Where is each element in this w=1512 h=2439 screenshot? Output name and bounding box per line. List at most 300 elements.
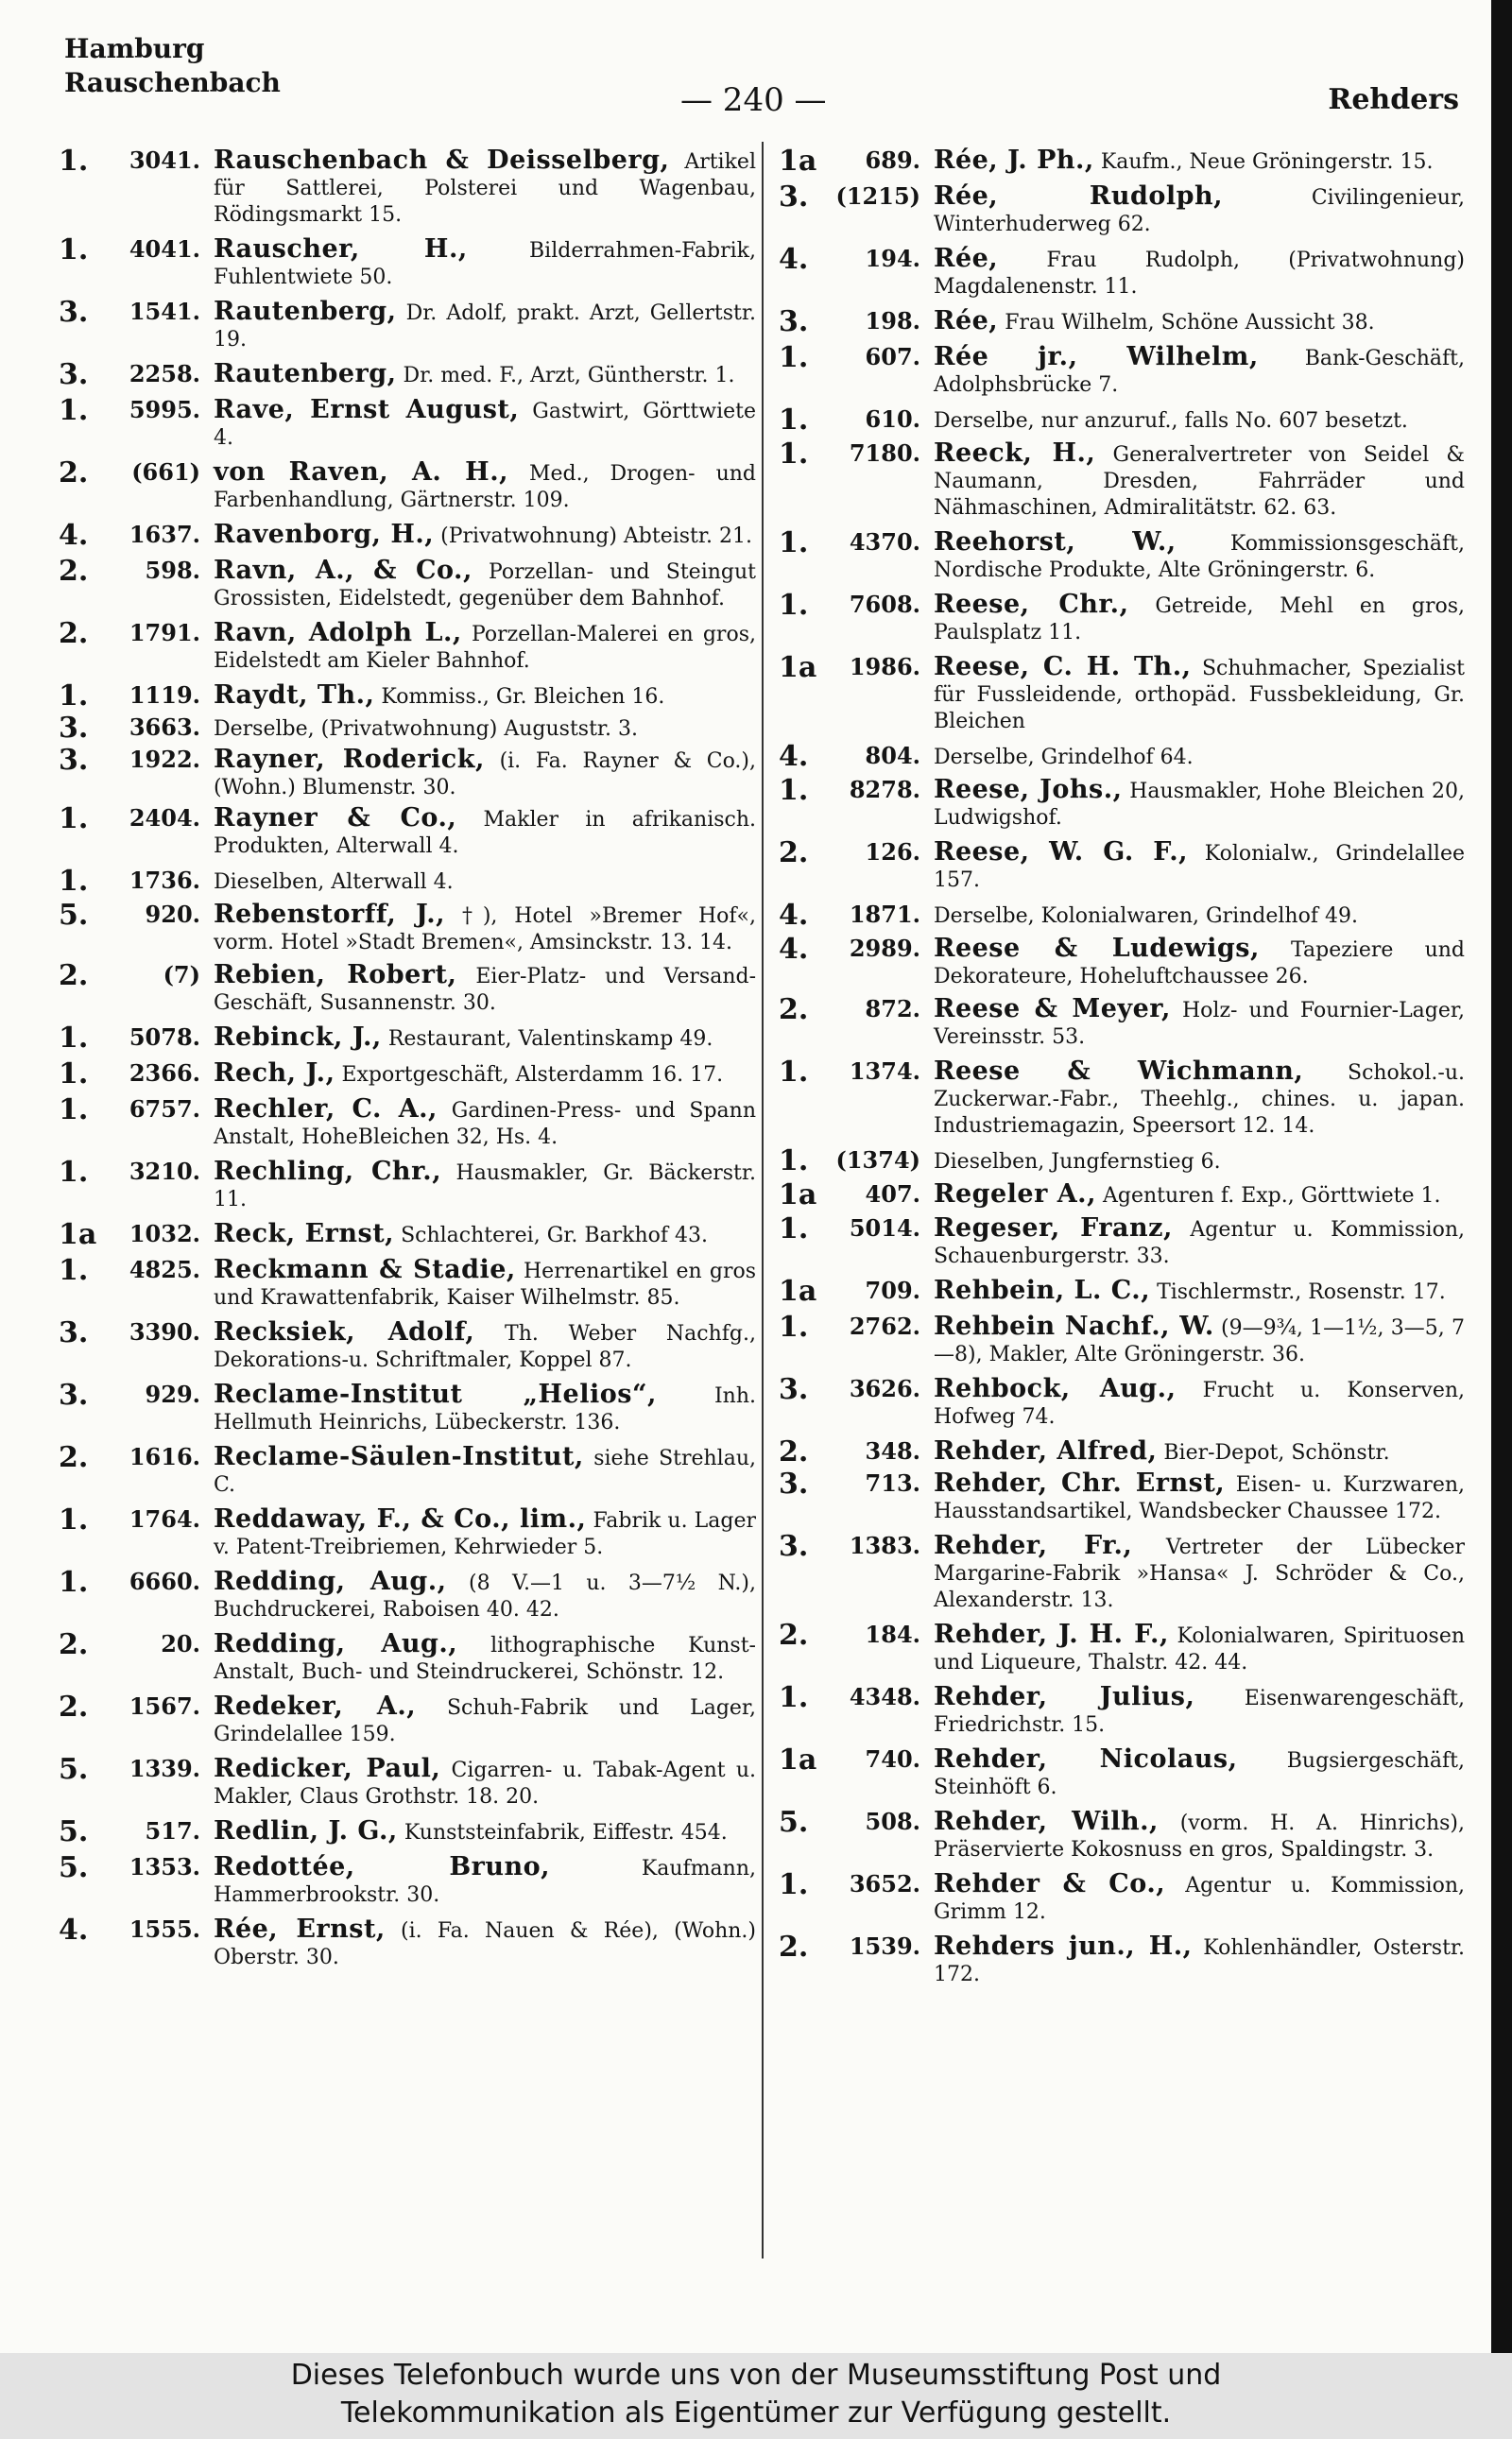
subscriber-name: Redeker, A., (214, 1692, 417, 1721)
directory-entry (779, 1058, 1465, 1140)
entry-text (214, 1569, 756, 1623)
subscriber-details: Schlachterei, Gr. Barkhof 43. (401, 1224, 709, 1247)
subscriber-name: Rechling, Chr., (214, 1157, 442, 1186)
exchange-zone: 1. (779, 1868, 809, 1901)
directory-entry (59, 1566, 756, 1623)
directory-entry (59, 1441, 756, 1499)
entry-text (214, 236, 756, 291)
entry-text (934, 406, 1465, 435)
entry-text (934, 936, 1465, 990)
phone-number: 3390. (129, 1318, 200, 1346)
footer-notice (0, 2353, 1512, 2439)
directory-entry (59, 802, 756, 860)
subscriber-details: Kommissionsgeschäft, Nordische Produkte, Alte Gröningerstr. 6. (934, 532, 1465, 582)
left-column (59, 147, 756, 2353)
subscriber-details: Bilderrahmen-Fabrik, Fuhlentwiete 50. (214, 239, 756, 289)
entry-text (214, 747, 756, 801)
exchange-zone: 4. (779, 933, 809, 966)
exchange-zone: 1. (779, 1144, 809, 1177)
subscriber-details: Kaufm., Neue Gröningerstr. 15. (1100, 150, 1434, 174)
subscriber-name: Redicker, Paul, (214, 1754, 441, 1783)
subscriber-name: Reese & Ludewigs, (934, 934, 1260, 963)
directory-entry (779, 147, 1465, 176)
exchange-zone: 3. (779, 1530, 809, 1563)
exchange-zone: 3. (779, 1468, 809, 1501)
directory-entry (59, 555, 756, 612)
entry-text (934, 777, 1465, 832)
subscriber-name: Rehbein, L. C., (934, 1276, 1151, 1305)
city-label: Hamburg (64, 33, 205, 64)
phone-number: 1555. (129, 1915, 200, 1943)
subscriber-name: Reese, Chr., (934, 590, 1129, 619)
subscriber-details: Agenturen f. Exp., Görttwiete 1. (1102, 1184, 1441, 1208)
subscriber-name: Redlin, J. G., (214, 1816, 398, 1846)
subscriber-name: Rechler, C. A., (214, 1094, 438, 1124)
scan-edge (1491, 0, 1512, 2353)
phone-number: 20. (161, 1630, 200, 1657)
phone-number: 1374. (849, 1057, 920, 1085)
exchange-zone: 1. (59, 1093, 89, 1126)
exchange-zone: 1. (779, 438, 809, 471)
subscriber-details: Med., Drogen- und Farbenhandlung, Gärtnerstr. 109. (214, 462, 756, 512)
directory-entry (59, 519, 756, 552)
phone-number: 872. (865, 995, 920, 1022)
directory-entry (59, 1024, 756, 1053)
phone-number: 4348. (849, 1683, 920, 1710)
exchange-zone: 1. (59, 1566, 89, 1599)
subscriber-details: Makler in afrikanisch. Produkten, Alterwall 4. (214, 808, 756, 858)
phone-number: 2762. (849, 1313, 920, 1340)
exchange-zone: 1. (779, 526, 809, 559)
subscriber-name: Rehder, J. H. F., (934, 1620, 1169, 1649)
entry-text (214, 147, 756, 229)
entry-text (214, 867, 756, 896)
directory-entry (59, 1254, 756, 1312)
entry-text (934, 1181, 1465, 1210)
entry-text (214, 1916, 756, 1971)
subscriber-details: Frucht u. Konserven, Hofweg 74. (934, 1379, 1465, 1429)
directory-entry (779, 1933, 1465, 1988)
entry-text (214, 714, 756, 743)
subscriber-details: (Privatwohnung) Abteistr. 21. (440, 524, 752, 548)
subscriber-details: (8 V.—1 u. 3—7½ N.), Buchdruckerei, Raboisen 40. 42. (214, 1572, 756, 1622)
exchange-zone: 5. (779, 1806, 809, 1839)
subscriber-details: Schokol.-u. Zuckerwar.-Fabr., Theehlg., chines. u. japan. Industriemagazin, Speersort 12. 14. (934, 1061, 1465, 1138)
entry-text (214, 558, 756, 612)
subscriber-name: Rée, J. Ph., (934, 147, 1094, 175)
subscriber-name: Reddaway, F., & Co., lim., (214, 1504, 587, 1534)
phone-number: 1637. (129, 521, 200, 548)
subscriber-name: Rauscher, H., (214, 234, 468, 264)
subscriber-name: Rave, Ernst August, (214, 395, 520, 424)
subscriber-details: Porzellan- und Steingut Grossisten, Eidelstedt, gegenüber dem Bahnhof. (214, 560, 756, 610)
phone-number: 6660. (129, 1568, 200, 1595)
exchange-zone: 3. (59, 296, 89, 329)
subscriber-details: Bank-Geschäft, Adolphsbrücke 7. (934, 347, 1465, 397)
entry-text (934, 743, 1465, 771)
phone-number: 920. (145, 901, 200, 928)
entry-text (214, 805, 756, 860)
directory-entry (779, 1806, 1465, 1864)
exchange-zone: 1. (59, 1057, 89, 1091)
subscriber-details: Eier-Platz- und Versand-Geschäft, Susannenstr. 30. (214, 965, 756, 1015)
exchange-zone: 2. (59, 617, 89, 650)
subscriber-name: Rehder, Julius, (934, 1682, 1195, 1711)
directory-entry (59, 714, 756, 743)
directory-entry (59, 1815, 756, 1848)
entry-text (934, 1809, 1465, 1864)
subscriber-name: Reese & Meyer, (934, 994, 1171, 1023)
exchange-zone: 1. (59, 394, 89, 427)
exchange-zone: 3. (779, 1373, 809, 1406)
directory-entry (779, 1743, 1465, 1801)
entry-text (934, 1147, 1465, 1176)
phone-number: 6757. (129, 1095, 200, 1123)
subscriber-name: Reckmann & Stadie, (214, 1255, 516, 1284)
entry-text (934, 1622, 1465, 1676)
exchange-zone: 1. (59, 802, 89, 835)
subscriber-name: Reese, Johs., (934, 775, 1123, 804)
directory-entry (779, 1681, 1465, 1739)
directory-entry (59, 358, 756, 391)
exchange-zone: 2. (59, 1691, 89, 1724)
entry-text (934, 1871, 1465, 1926)
entry-text (214, 1506, 756, 1561)
subscriber-name: Rehder, Fr., (934, 1531, 1133, 1560)
entry-text (214, 361, 756, 389)
directory-entry (59, 233, 756, 291)
footer-line-2: Telekommunikation als Eigentümer zur Verfügung gestellt. (340, 2396, 1172, 2430)
directory-entry (59, 1218, 756, 1251)
entry-text (214, 397, 756, 452)
phone-number: 689. (865, 147, 920, 174)
subscriber-details: Schuhmacher, Spezialist für Fussleidende, orthopäd. Fussbekleidung, Gr. Bleichen (934, 657, 1465, 733)
subscriber-name: Rautenberg, (214, 359, 397, 388)
phone-number: 1541. (129, 298, 200, 325)
entry-text (214, 522, 756, 550)
exchange-zone: 2. (779, 1931, 809, 1964)
subscriber-name: Reese & Wichmann, (934, 1056, 1304, 1086)
exchange-zone: 1. (779, 404, 809, 437)
exchange-zone: 1. (779, 589, 809, 622)
exchange-zone: 4. (779, 243, 809, 276)
subscriber-name: Rebien, Robert, (214, 960, 457, 989)
entry-text (934, 902, 1465, 930)
subscriber-details: Cigarren- u. Tabak-Agent u. Makler, Claus Grothstr. 18. 20. (214, 1759, 756, 1809)
directory-entry (779, 1868, 1465, 1926)
entry-text (934, 1215, 1465, 1270)
subscriber-name: Rauschenbach & Deisselberg, (214, 147, 670, 175)
directory-entry (779, 305, 1465, 338)
subscriber-name: Redding, Aug., (214, 1629, 458, 1658)
directory-entry (59, 1916, 756, 1971)
phone-number: 607. (865, 343, 920, 370)
directory-entry (59, 617, 756, 675)
phone-number: 929. (145, 1381, 200, 1408)
end-guide-word: Rehders (1328, 83, 1459, 116)
phone-number: 3210. (129, 1158, 200, 1185)
entry-text (214, 1382, 756, 1436)
subscriber-name: Rebinck, J., (214, 1022, 382, 1052)
phone-number: 804. (865, 742, 920, 769)
entry-text (214, 962, 756, 1017)
phone-number: 5014. (849, 1214, 920, 1242)
subscriber-name: Rée, (934, 306, 999, 335)
exchange-zone: 3. (59, 712, 89, 745)
exchange-zone: 2. (59, 1441, 89, 1474)
phone-number: 1339. (129, 1755, 200, 1782)
subscriber-name: Rehder, Nicolaus, (934, 1744, 1238, 1774)
subscriber-details: (i. Fa. Rayner & Co.), (Wohn.) Blumenstr. 30. (214, 749, 756, 799)
footer-line-1: Dieses Telefonbuch wurde uns von der Museumsstiftung Post und (290, 2359, 1222, 2392)
entry-text (934, 1684, 1465, 1739)
directory-entry (59, 1057, 756, 1091)
phone-number: 1353. (129, 1853, 200, 1881)
exchange-zone: 1. (59, 1503, 89, 1537)
phone-number: 610. (865, 405, 920, 433)
entry-text (934, 839, 1465, 894)
exchange-zone: 1. (779, 1311, 809, 1344)
subscriber-details: Dieselben, Jungfernstieg 6. (934, 1150, 1221, 1174)
column-divider (762, 142, 764, 2259)
subscriber-name: Raydt, Th., (214, 680, 375, 710)
exchange-zone: 3. (779, 180, 809, 214)
phone-number: (7) (163, 961, 200, 988)
entry-text (934, 592, 1465, 646)
directory-entry (59, 679, 756, 713)
subscriber-details: Agentur u. Kommission, Schauenburgerstr. 33. (934, 1218, 1465, 1268)
subscriber-details: Vertreter der Lübecker Margarine-Fabrik »Hansa« J. Schröder & Co., Alexanderstr. 13. (934, 1536, 1465, 1612)
subscriber-details: †), Hotel »Bremer Hof«, vorm. Hotel »Stadt Bremen«, Amsinckstr. 13. 14. (214, 904, 756, 954)
subscriber-details: Th. Weber Nachfg., Dekorations-u. Schriftmaler, Koppel 87. (214, 1322, 756, 1372)
exchange-zone: 1. (59, 233, 89, 266)
subscriber-name: Reehorst, W., (934, 527, 1177, 557)
exchange-zone: 4. (779, 899, 809, 932)
entry-text (934, 246, 1465, 301)
directory-entry (59, 959, 756, 1017)
entry-text (934, 996, 1465, 1051)
entry-text (934, 344, 1465, 399)
exchange-zone: 2. (779, 993, 809, 1026)
directory-entry (779, 933, 1465, 990)
subscriber-details: Kohlenhändler, Osterstr. 172. (934, 1936, 1465, 1986)
entry-text (214, 1854, 756, 1909)
entry-text (934, 1470, 1465, 1525)
phone-number: 1383. (849, 1532, 920, 1559)
exchange-zone: 1a (779, 651, 817, 684)
subscriber-details: Kolonialw., Grindelallee 157. (934, 842, 1465, 892)
exchange-zone: 2. (59, 1628, 89, 1661)
subscriber-details: Inh. Hellmuth Heinrichs, Lübeckerstr. 136. (214, 1384, 756, 1434)
phone-number: (1374) (835, 1146, 920, 1174)
subscriber-name: Reese, W. G. F., (934, 837, 1189, 867)
entry-text (214, 1319, 756, 1374)
subscriber-details: Bugsiergeschäft, Steinhöft 6. (934, 1749, 1465, 1799)
subscriber-details: Derselbe, Kolonialwaren, Grindelhof 49. (934, 904, 1358, 928)
exchange-zone: 2. (779, 1619, 809, 1652)
subscriber-details: Fabrik u. Lager v. Patent-Treibriemen, Kehrwieder 5. (214, 1509, 756, 1559)
entry-text (214, 1159, 756, 1213)
directory-entry (59, 867, 756, 896)
subscriber-name: Rehder, Wilh., (934, 1807, 1159, 1836)
directory-entry (779, 1470, 1465, 1525)
entry-text (214, 1693, 756, 1748)
subscriber-details: Kommiss., Gr. Bleichen 16. (381, 685, 665, 709)
subscriber-name: Rée jr., Wilhelm, (934, 342, 1259, 371)
directory-entry (59, 899, 756, 956)
entry-text (934, 1278, 1465, 1306)
exchange-zone: 2. (59, 959, 89, 992)
page-number: — 240 — (680, 81, 827, 119)
directory-entry (779, 1435, 1465, 1469)
phone-number: 598. (145, 557, 200, 584)
subscriber-name: Ravenborg, H., (214, 520, 435, 549)
subscriber-name: Rayner & Co., (214, 803, 457, 833)
phone-number: 1871. (849, 901, 920, 928)
exchange-zone: 1. (779, 774, 809, 807)
directory-entry (59, 1316, 756, 1374)
subscriber-details: (9—9¾, 1—1½, 3—5, 7—8), Makler, Alte Gröningerstr. 36. (934, 1316, 1465, 1366)
subscriber-details: Dr. med. F., Arzt, Güntherstr. 1. (403, 364, 735, 387)
subscriber-details: Agentur u. Kommission, Grimm 12. (934, 1874, 1465, 1924)
entry-text (214, 1024, 756, 1053)
subscriber-name: Rehder & Co., (934, 1869, 1166, 1898)
right-column (779, 147, 1465, 2353)
subscriber-details: Kaufmann, Hammerbrookstr. 30. (214, 1857, 756, 1907)
subscriber-name: Rée, (934, 244, 999, 273)
phone-number: 517. (145, 1817, 200, 1845)
subscriber-details: Frau Rudolph, (Privatwohnung) Magdalenenstr. 11. (934, 249, 1465, 299)
subscriber-details: Kolonialwaren, Spirituosen und Liqueure, Thalstr. 42. 44. (934, 1624, 1465, 1675)
phone-number: 2258. (129, 360, 200, 387)
exchange-zone: 1a (779, 1743, 817, 1777)
subscriber-details: Bier-Depot, Schönstr. (1163, 1441, 1390, 1465)
subscriber-details: Porzellan-Malerei en gros, Eidelstedt am Kieler Bahnhof. (214, 623, 756, 673)
phone-number: 740. (865, 1745, 920, 1773)
phone-number: 709. (865, 1277, 920, 1304)
phone-number: (1215) (835, 182, 920, 210)
directory-entry (779, 836, 1465, 894)
directory-entry (779, 993, 1465, 1051)
subscriber-name: Ravn, A., & Co., (214, 556, 472, 585)
subscriber-details: Generalvertreter von Seidel & Naumann, Dresden, Fahrräder und Nähmaschinen, Admiralitätstr. 62. 63. (934, 443, 1465, 520)
phone-number: 348. (865, 1437, 920, 1465)
phone-number: 1119. (129, 681, 200, 709)
subscriber-details: Derselbe, (Privatwohnung) Auguststr. 3. (214, 717, 638, 741)
directory-entry (779, 589, 1465, 646)
directory-entry (779, 651, 1465, 735)
subscriber-details: Hausmakler, Gr. Bäckerstr. 11. (214, 1161, 756, 1211)
directory-entry (59, 147, 756, 229)
subscriber-name: Recksiek, Adolf, (214, 1317, 475, 1347)
phone-number: 1736. (129, 867, 200, 894)
directory-entry (779, 899, 1465, 932)
subscriber-name: Rayner, Roderick, (214, 745, 485, 774)
directory-entry (59, 296, 756, 353)
phone-number: 4370. (849, 528, 920, 556)
subscriber-name: Rehder, Chr. Ernst, (934, 1469, 1226, 1498)
exchange-zone: 1. (59, 679, 89, 713)
directory-entry (59, 456, 756, 514)
entry-text (214, 1631, 756, 1686)
subscriber-details: Gardinen-Press- und Spann Anstalt, HoheBleichen 32, Hs. 4. (214, 1099, 756, 1149)
phone-number: 5995. (129, 396, 200, 423)
phone-number: 713. (865, 1469, 920, 1497)
subscriber-details: Artikel für Sattlerei, Polsterei und Wagenbau, Rödingsmarkt 15. (214, 150, 756, 227)
exchange-zone: 1. (779, 1212, 809, 1245)
directory-entry (779, 526, 1465, 584)
phone-number: 7180. (849, 439, 920, 467)
exchange-zone: 5. (59, 1815, 89, 1848)
subscriber-details: Schuh-Fabrik und Lager, Grindelallee 159. (214, 1696, 756, 1746)
directory-entry (779, 1530, 1465, 1614)
subscriber-name: Ravn, Adolph L., (214, 618, 462, 647)
phone-number: 1567. (129, 1692, 200, 1720)
phone-number: 7608. (849, 591, 920, 618)
subscriber-name: Rech, J., (214, 1058, 335, 1088)
entry-text (934, 1746, 1465, 1801)
entry-text (934, 1933, 1465, 1988)
exchange-zone: 1. (779, 1681, 809, 1714)
entry-text (214, 1818, 756, 1846)
phone-number: 4041. (129, 235, 200, 263)
exchange-zone: 3. (59, 1316, 89, 1349)
directory-entry (779, 1178, 1465, 1211)
directory-entry (779, 1373, 1465, 1431)
exchange-zone: 3. (59, 1379, 89, 1412)
directory-entry (59, 1753, 756, 1811)
subscriber-name: Reck, Ernst, (214, 1219, 395, 1248)
directory-entry (779, 1311, 1465, 1368)
subscriber-details: Dieselben, Alterwall 4. (214, 870, 454, 894)
phone-number: 2366. (129, 1059, 200, 1087)
entry-text (214, 1756, 756, 1811)
exchange-zone: 1a (779, 147, 817, 178)
directory-entry (779, 1275, 1465, 1308)
subscriber-details: lithographische Kunst-Anstalt, Buch- und Steindruckerei, Schönstr. 12. (214, 1634, 756, 1684)
directory-entry (59, 744, 756, 801)
entry-text (214, 682, 756, 711)
subscriber-details: Restaurant, Valentinskamp 49. (387, 1027, 713, 1051)
phone-number: 3663. (129, 713, 200, 741)
subscriber-details: Eisenwarengeschäft, Friedrichstr. 15. (934, 1687, 1465, 1737)
exchange-zone: 1. (779, 341, 809, 374)
directory-entry (59, 1628, 756, 1686)
subscriber-name: Reeck, H., (934, 438, 1096, 468)
entry-text (214, 459, 756, 514)
subscriber-details: (i. Fa. Nauen & Rée), (Wohn.) Oberstr. 30. (214, 1919, 756, 1969)
directory-entry (779, 1144, 1465, 1177)
entry-text (934, 308, 1465, 336)
subscriber-details: Eisen- u. Kurzwaren, Hausstandsartikel, Wandsbecker Chaussee 172. (934, 1473, 1465, 1523)
phone-number: 184. (865, 1621, 920, 1648)
entry-text (934, 183, 1465, 238)
exchange-zone: 2. (59, 555, 89, 588)
subscriber-name: Rehbein Nachf., W. (934, 1312, 1214, 1341)
subscriber-details: Derselbe, Grindelhof 64. (934, 746, 1194, 769)
exchange-zone: 1. (59, 147, 89, 178)
directory-entry (59, 1503, 756, 1561)
subscriber-name: Rehbock, Aug., (934, 1374, 1177, 1403)
exchange-zone: 1a (779, 1275, 817, 1308)
entry-text (214, 1096, 756, 1151)
entry-text (934, 1533, 1465, 1614)
directory-entry (779, 180, 1465, 238)
exchange-zone: 4. (59, 1914, 89, 1947)
entry-text (214, 1257, 756, 1312)
subscriber-name: Regeler A., (934, 1179, 1096, 1209)
directory-entry (779, 406, 1465, 435)
